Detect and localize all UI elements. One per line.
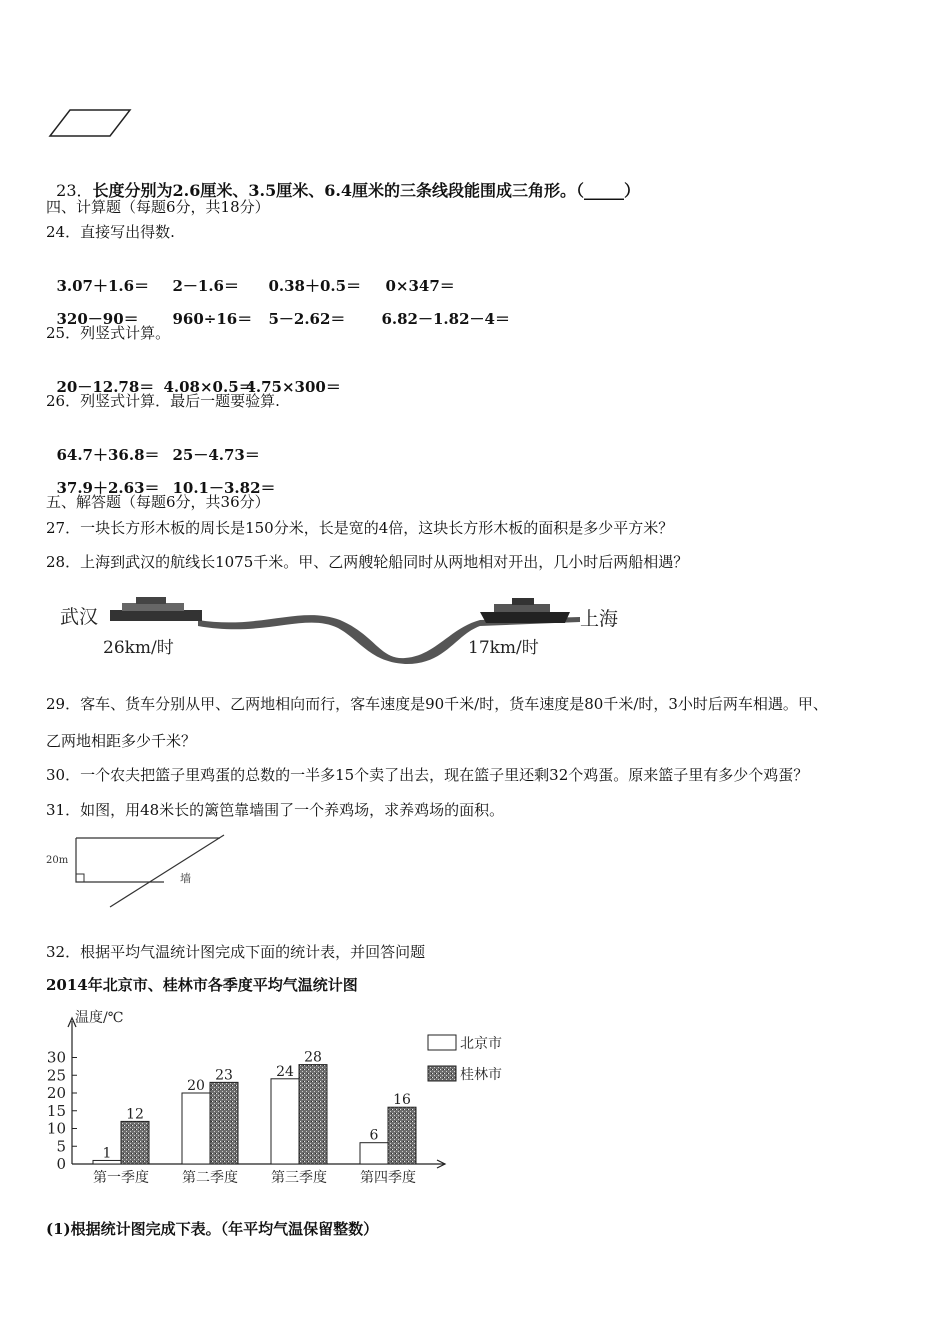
q25-item: 4.75×300＝: [245, 378, 341, 396]
q29-line-2: 乙两地相距多少千米？: [46, 732, 197, 750]
section-4-title: 四、计算题（每题6分，共18分）: [46, 198, 270, 216]
bar-value-label: 20: [187, 1078, 205, 1094]
y-tick-label: 5: [56, 1137, 66, 1156]
q27-text: 27．一块长方形木板的周长是150分米，长是宽的4倍，这块长方形木板的面积是多少平方米？: [46, 519, 674, 537]
parallelogram-figure: [44, 105, 136, 141]
q24-item: 3.07＋1.6＝: [56, 277, 150, 295]
bar-value-label: 23: [215, 1067, 233, 1084]
q30-text: 30．一个农夫把篮子里鸡蛋的总数的一半多15个卖了出去，现在篮子里还剩32个鸡蛋。原来篮子里有多少个鸡蛋？: [46, 766, 809, 784]
left-ship-icon: [110, 597, 202, 621]
side-length-label: 20m: [46, 855, 69, 866]
wall-line: [110, 835, 224, 907]
legend-label: 桂林市: [460, 1067, 502, 1083]
y-tick-label: 15: [46, 1101, 66, 1120]
bar-value-label: 16: [393, 1092, 411, 1109]
chart-title: 2014年北京市、桂林市各季度平均气温统计图: [46, 976, 358, 994]
bar-beijing: [182, 1093, 210, 1164]
q24-item: 6.82－1.82－4＝: [381, 310, 510, 328]
bar-beijing: [271, 1079, 299, 1164]
q25-item: 20－12.78＝: [56, 378, 155, 396]
y-axis-label: 温度/℃: [75, 1010, 124, 1026]
q25-prompt: 25．列竖式计算。: [46, 324, 171, 342]
x-tick-label: 第四季度: [360, 1170, 416, 1186]
q26-item: 64.7＋36.8＝: [56, 446, 160, 464]
wall-label: 墙: [180, 872, 191, 885]
section-5-title: 五、解答题（每题6分，共36分）: [46, 493, 270, 511]
legend-swatch-beijing: [428, 1035, 456, 1050]
q32-text: 32．根据平均气温统计图完成下面的统计表，并回答问题: [46, 943, 426, 961]
q23-text: 长度分别为2.6厘米、3.5厘米、6.4厘米的三条线段能围成三角形。（_____）: [92, 181, 641, 200]
q31-text: 31．如图，用48米长的篱笆靠墙围了一个养鸡场，求养鸡场的面积。: [46, 801, 505, 819]
q24-item: 960÷16＝: [172, 310, 253, 328]
q24-item: 2－1.6＝: [172, 277, 239, 295]
bar-guilin: [210, 1082, 238, 1164]
bar-value-label: 12: [126, 1106, 144, 1123]
y-tick-label: 25: [46, 1066, 66, 1085]
q28-river-figure: [50, 590, 640, 670]
question-23: [46, 161, 640, 201]
left-city-label: 武汉: [60, 606, 99, 628]
bar-value-label: 6: [369, 1127, 379, 1144]
bar-guilin: [299, 1065, 327, 1164]
q23-number: 23．: [56, 181, 93, 200]
legend-label: 北京市: [460, 1036, 502, 1052]
bar-guilin: [388, 1107, 416, 1164]
legend-swatch-guilin: [428, 1066, 456, 1081]
x-tick-label: 第一季度: [93, 1170, 149, 1186]
y-tick-label: 0: [56, 1155, 66, 1173]
q28-text: 28．上海到武汉的航线长1075千米。甲、乙两艘轮船同时从两地相对开出，几小时后两船相遇？: [46, 553, 689, 571]
q24-item: 0.38＋0.5＝: [268, 277, 362, 295]
q24-prompt: 24．直接写出得数.: [46, 223, 175, 241]
q26-prompt: 26．列竖式计算．最后一题要验算.: [46, 392, 280, 410]
right-speed-label: 17km/时: [468, 638, 539, 658]
right-ship-icon: [480, 598, 570, 623]
bar-guilin: [121, 1121, 149, 1164]
y-tick-label: 10: [46, 1119, 66, 1138]
q31-chicken-yard-figure: [44, 830, 244, 914]
x-tick-label: 第三季度: [271, 1170, 327, 1186]
q24-item: 0×347＝: [385, 277, 455, 295]
q24-item: 320－90＝: [56, 310, 139, 328]
x-tick-label: 第二季度: [182, 1170, 238, 1186]
bar-beijing: [360, 1143, 388, 1164]
bar-value-label: 28: [304, 1049, 322, 1066]
q29-line-1: 29．客车、货车分别从甲、乙两地相向而行，客车速度是90千米/时，货车速度是80千米/时，3小时后两车相遇。甲、: [46, 695, 828, 713]
q26-item: 25－4.73＝: [172, 446, 260, 464]
y-tick-label: 30: [46, 1048, 66, 1067]
temperature-bar-chart: [40, 1005, 540, 1200]
bar-value-label: 24: [276, 1063, 294, 1080]
q32-subquestion-1: (1)根据统计图完成下表。（年平均气温保留整数）: [46, 1220, 379, 1238]
q26-item: 37.9＋2.63＝: [56, 479, 160, 497]
bar-value-label: 1: [102, 1145, 112, 1162]
q25-item: 4.08×0.5＝: [163, 378, 254, 396]
q24-item: 5－2.62＝: [268, 310, 346, 328]
right-city-label: 上海: [580, 608, 619, 630]
y-tick-label: 20: [46, 1084, 66, 1102]
q26-item: 10.1－3.82＝: [172, 479, 276, 497]
left-speed-label: 26km/时: [103, 638, 174, 658]
